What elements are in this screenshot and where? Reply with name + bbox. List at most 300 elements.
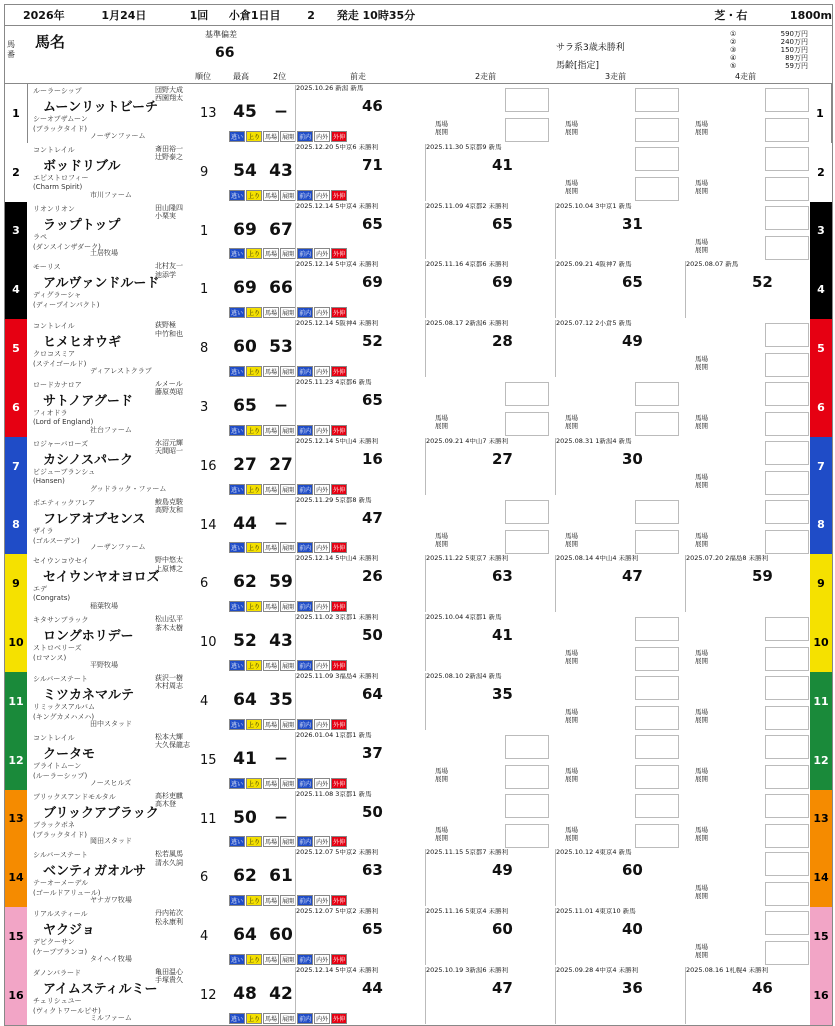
race-tag-t6: 内外: [314, 1013, 330, 1024]
prev-race-1: [295, 967, 424, 1024]
empty-prev: [565, 147, 677, 199]
race-tag-t3: 馬場: [263, 895, 279, 906]
label-baba: 馬場: [695, 825, 708, 834]
prev-race-2: [425, 203, 554, 260]
jockey-trainer: [155, 262, 197, 279]
dam-sire: (Charm Spirit): [33, 182, 83, 191]
rank: 6: [200, 870, 209, 886]
horse-row: [4, 496, 833, 556]
empty-prev: [565, 382, 677, 434]
prev-race-header: 2025.11.15 5京都7 未勝利: [426, 849, 509, 857]
empty-prev: [565, 617, 677, 669]
prize-rank: ①: [730, 30, 737, 38]
prize-item: [730, 38, 808, 46]
label-baba: 馬場: [435, 531, 448, 540]
trainer: 天間昭一: [155, 447, 183, 456]
race-tag-t3: 馬場: [263, 954, 279, 965]
prev-race-2: [425, 908, 554, 965]
label-baba: 馬場: [695, 178, 708, 187]
race-tag-t5: 前内: [297, 660, 313, 671]
rank: 14: [200, 517, 217, 533]
prev-race-3: [555, 555, 684, 612]
race-tag-t5: 前内: [297, 601, 313, 612]
dam-sire: (ダンスインザダーク): [33, 242, 101, 251]
horse-number: 12: [5, 731, 27, 790]
horse-number-right: 9: [810, 554, 832, 613]
best-score: 69: [233, 278, 257, 299]
race-tag-t4: 展開: [280, 425, 296, 436]
empty-prev: [695, 441, 807, 493]
horse-name: ヒメヒオウギ: [43, 335, 122, 351]
race-tag-t3: 馬場: [263, 248, 279, 259]
dam-name: [33, 173, 88, 191]
jockey: 高杉吏麒: [155, 791, 183, 800]
horse-number: 7: [5, 437, 27, 496]
empty-labels: [695, 532, 745, 552]
race-tag-t4: 展開: [280, 954, 296, 965]
race-tag-t6: 内外: [314, 366, 330, 377]
prize-item: [730, 46, 808, 54]
empty-box-bottom: [635, 765, 679, 789]
dam-sire: (ケープブランコ): [33, 948, 88, 957]
horse-number: 1: [5, 84, 28, 143]
trainer: 藤原英昭: [155, 388, 183, 397]
breeder: 岡田スタッド: [90, 837, 132, 846]
distance: 1800m: [789, 8, 832, 22]
empty-prev: [435, 500, 547, 552]
trainer: 清水久詞: [155, 858, 183, 867]
prev-race-header: 2025.08.10 2新潟4 新馬: [426, 673, 502, 680]
horse-number: 5: [5, 319, 27, 378]
label-baba: 馬場: [435, 414, 448, 422]
dam: ブラックボネ: [33, 820, 75, 829]
race-tag-t5: 前内: [297, 484, 313, 495]
empty-labels: [435, 767, 485, 787]
empty-labels: [695, 238, 745, 258]
empty-box-top: [635, 500, 679, 524]
prev-race-2: [425, 438, 554, 495]
sire-name: ロジャーバローズ: [33, 439, 89, 448]
prev-race-score: 49: [492, 861, 513, 880]
prev-race-score: 50: [362, 802, 383, 821]
dam-name: [33, 643, 82, 663]
prev-race-score: 44: [362, 979, 383, 997]
empty-labels: [695, 355, 745, 375]
horse-number: 16: [5, 966, 27, 1025]
prev-race-1: [295, 849, 424, 906]
jockey-trainer: [155, 439, 197, 456]
prev-race-3: [555, 261, 684, 318]
race-tag-t2: 上り: [246, 542, 262, 553]
race-tag-t2: 上り: [246, 954, 262, 965]
race-tag-t7: 外伸: [331, 542, 347, 553]
breeder: グッドラック・ファーム: [90, 484, 167, 493]
horse-row: [4, 437, 833, 497]
horse-number-right: 8: [810, 496, 832, 555]
horse-name: アルヴァンドルード: [43, 276, 160, 292]
horse-row: [4, 84, 833, 144]
second-score: 43: [269, 631, 293, 652]
label-tenkai: 展開: [435, 774, 448, 783]
race-tag-t4: 展開: [280, 895, 296, 906]
jockey: 荻沢一樹: [155, 674, 183, 682]
horse-row: [4, 143, 833, 203]
best-score: 27: [233, 454, 257, 475]
horse-name: ミツカネマルテ: [43, 688, 135, 703]
dam-name: [33, 702, 95, 722]
dam-sire: (ブラックタイド): [33, 125, 88, 133]
label-baba: 馬場: [695, 120, 708, 128]
prev-race-3: [555, 438, 684, 495]
race-tag-t1: 逃い: [229, 366, 245, 377]
race-tag-t7: 外伸: [331, 719, 347, 730]
breeder: ノースヒルズ: [90, 778, 132, 787]
label-tenkai: 展開: [695, 422, 708, 430]
jockey-trainer: [155, 850, 197, 867]
empty-labels: [695, 120, 745, 140]
second-label: 2位: [273, 72, 287, 81]
empty-labels: [565, 414, 615, 434]
empty-box-bottom: [635, 824, 679, 848]
empty-labels: [695, 414, 745, 434]
race-tag-t3: 馬場: [263, 836, 279, 847]
race-tag-t3: 馬場: [263, 366, 279, 377]
race-tag-t7: 外伸: [331, 307, 347, 318]
dam: エピストロフィー: [33, 173, 89, 182]
jockey-trainer: [155, 380, 197, 397]
prev-race-1: [295, 555, 424, 612]
race-tag-t6: 内外: [314, 190, 330, 201]
prize-item: [730, 54, 808, 62]
jockey-trainer: [155, 674, 197, 691]
prev-race-score: 27: [492, 449, 513, 468]
prev-race-4: [685, 967, 814, 1024]
prev-race-1: [295, 791, 424, 848]
horse-row: [4, 319, 833, 379]
race-tag-t4: 展開: [280, 719, 296, 730]
dam: シーオブザムーン: [33, 115, 88, 123]
prev-race-score: 49: [622, 332, 643, 351]
best-score: 65: [233, 396, 257, 416]
jockey-trainer: [155, 204, 197, 221]
prev-race-2: [425, 614, 554, 671]
surface: 芝・右: [714, 9, 748, 22]
race-tag-t4: 展開: [280, 248, 296, 259]
prize-rank: ④: [730, 54, 737, 62]
empty-box-bottom: [505, 824, 549, 848]
rank: 9: [200, 164, 209, 180]
prev-race-score: 16: [362, 449, 383, 468]
race-tag-t4: 展開: [280, 190, 296, 201]
prev-race-score: 50: [362, 626, 383, 645]
prev-race-score: 65: [362, 920, 383, 939]
jockey: 団野大成: [155, 86, 183, 94]
race-tag-t6: 内外: [314, 954, 330, 965]
empty-labels: [565, 179, 615, 199]
prev-race-3: [555, 203, 684, 260]
rank: 13: [200, 106, 217, 121]
empty-box-bottom: [635, 177, 679, 201]
jockey-trainer: [155, 909, 197, 926]
horse-row: [4, 731, 833, 791]
label-tenkai: 展開: [695, 951, 708, 960]
empty-prev: [695, 500, 807, 552]
dam: クロコスミア: [33, 350, 75, 359]
race-tag-t7: 外伸: [331, 131, 347, 142]
race-tag-t2: 上り: [246, 719, 262, 730]
horse-number-right: 12: [810, 731, 832, 790]
horse-name: ヤクジョ: [43, 923, 95, 939]
jockey-trainer: [155, 733, 197, 750]
second-score: 61: [269, 866, 293, 887]
race-tag-t6: 内外: [314, 542, 330, 553]
sire-name: ロードカナロア: [33, 381, 82, 389]
prev-race-score: 60: [622, 861, 643, 880]
sire-name: セイウンコウセイ: [33, 557, 89, 566]
date: 1月24日: [101, 9, 147, 22]
prev-race-header: 2025.10.19 3新潟6 未勝利: [426, 967, 509, 974]
label-tenkai: 展開: [565, 539, 578, 548]
race-tag-t5: 前内: [297, 307, 313, 318]
sire-name: ポエティックフレア: [33, 498, 96, 507]
race-tag-t3: 馬場: [263, 131, 279, 142]
prev-race-score: 63: [362, 861, 383, 880]
empty-box-top: [765, 206, 809, 230]
race-tag-t5: 前内: [297, 895, 313, 906]
race-tag-t5: 前内: [297, 425, 313, 436]
empty-prev: [695, 206, 807, 258]
label-tenkai: 展開: [695, 892, 708, 901]
jockey: 亀田温心: [155, 968, 183, 976]
horse-name: カシノスパーク: [43, 452, 133, 468]
order-label: 順位: [195, 72, 211, 81]
prev-race-score: 60: [492, 920, 513, 939]
race-tag-t5: 前内: [297, 719, 313, 730]
empty-labels: [565, 120, 615, 140]
empty-prev: [695, 382, 807, 434]
empty-prev: [435, 382, 547, 434]
prev-race-1: [295, 85, 424, 142]
sire-name: リオンリオン: [33, 204, 75, 213]
prev-race-1: [295, 438, 424, 495]
prev-race-3: [555, 908, 684, 965]
label-tenkai: 展開: [695, 716, 708, 724]
horse-name: フレアオブセンス: [43, 511, 146, 527]
second-score: 35: [269, 690, 293, 710]
trainer: 辻野泰之: [155, 153, 183, 162]
empty-box-bottom: [765, 765, 809, 789]
empty-labels: [565, 532, 615, 552]
empty-labels: [695, 649, 745, 669]
dam: ラペ: [33, 232, 47, 241]
race-tag-t4: 展開: [280, 836, 296, 847]
sire-name: ブリックスアンドモルタル: [33, 792, 116, 801]
prev-race-4: [685, 261, 814, 318]
empty-labels: [565, 826, 615, 846]
race-number: 2: [307, 8, 315, 22]
jockey-trainer: [155, 556, 197, 573]
prev-race-score: 65: [622, 273, 643, 292]
prev-race-score: 36: [622, 979, 643, 997]
base-label: 基準偏差: [205, 30, 237, 39]
empty-box-top: [635, 147, 679, 171]
jockey: 荻野極: [155, 321, 176, 330]
breeder: ノーザンファーム: [90, 543, 146, 552]
prev-race-header: 2025.07.12 2小倉5 新馬: [556, 320, 632, 328]
label-tenkai: 展開: [435, 422, 448, 430]
sire-name: コントレイル: [33, 322, 75, 331]
label-tenkai: 展開: [565, 657, 578, 666]
empty-box-bottom: [765, 824, 809, 848]
prev-race-score: 46: [362, 97, 383, 115]
column-header: [4, 25, 833, 84]
dam-sire: (ロマンス): [33, 654, 67, 663]
race-tag-t2: 上り: [246, 307, 262, 318]
race-tag-t3: 馬場: [263, 542, 279, 553]
label-tenkai: 展開: [565, 716, 578, 724]
dam: エデ: [33, 585, 47, 594]
num-label: 馬番: [7, 40, 15, 59]
empty-box-bottom: [635, 706, 679, 730]
horse-number-right: 5: [810, 319, 832, 378]
empty-box-top: [635, 735, 679, 759]
label-tenkai: 展開: [565, 833, 578, 842]
prev-race-score: 64: [362, 685, 383, 703]
label-tenkai: 展開: [435, 833, 448, 842]
empty-box-bottom: [765, 177, 809, 201]
empty-prev: [565, 735, 677, 787]
label-baba: 馬場: [565, 649, 578, 658]
race-tag-t1: 逃い: [229, 601, 245, 612]
prev-race-header: 2025.11.30 5京都9 新馬: [426, 143, 502, 151]
race-tag-t6: 内外: [314, 425, 330, 436]
empty-box-bottom: [765, 706, 809, 730]
horse-name: ボッドリブル: [43, 158, 121, 174]
prev2-label: 2走前: [475, 72, 497, 81]
prev-race-2: [425, 320, 554, 377]
empty-box-bottom: [765, 118, 809, 142]
breeder: 土居牧場: [90, 249, 118, 258]
prev-race-header: 2025.08.16 1札幌4 未勝利: [686, 967, 769, 974]
horse-row: [4, 790, 833, 850]
race-tag-t1: 逃い: [229, 425, 245, 436]
prev-race-score: 35: [492, 685, 513, 703]
best-score: 62: [233, 866, 257, 887]
race-header: [4, 4, 833, 26]
horse-row: [4, 907, 833, 967]
prev-race-header: 2025.09.21 4阪神7 新馬: [556, 261, 632, 269]
label-baba: 馬場: [695, 472, 708, 481]
dam: テーオーメーデル: [33, 879, 89, 888]
race-tag-t3: 馬場: [263, 190, 279, 201]
empty-prev: [695, 323, 807, 375]
sire-name: シルバーステート: [33, 851, 88, 860]
prev-race-header: 2025.11.23 4京都6 新馬: [296, 379, 372, 386]
jockey: 野中悠太: [155, 556, 183, 565]
sire-name: ダノンバラード: [33, 969, 82, 977]
jockey-trainer: [155, 145, 197, 162]
empty-labels: [435, 826, 485, 846]
prev-race-2: [425, 967, 554, 1024]
empty-box-bottom: [505, 118, 549, 142]
breeder: 市川ファーム: [90, 190, 132, 199]
trainer: 高野友和: [155, 506, 183, 514]
empty-box-top: [765, 147, 809, 171]
prize-amount: 89万円: [785, 54, 808, 62]
horse-row: [4, 554, 833, 614]
horse-row: [4, 848, 833, 908]
race-tag-t1: 逃い: [229, 895, 245, 906]
prev-race-score: 28: [492, 332, 513, 351]
race-tag-t2: 上り: [246, 366, 262, 377]
prev-race-1: [295, 144, 424, 201]
trainer: 上原博之: [155, 564, 183, 573]
prev-race-header: 2025.11.22 5東京7 未勝利: [426, 555, 509, 563]
second-score: −: [273, 807, 289, 828]
prev-race-header: 2025.09.21 4中山7 未勝利: [426, 437, 509, 445]
race-tag-t5: 前内: [297, 542, 313, 553]
horse-number: 4: [5, 260, 27, 319]
prev-race-header: 2025.10.04 3中京1 新馬: [556, 202, 632, 210]
label-baba: 馬場: [565, 178, 578, 187]
horse-name: セイウンヤオヨロズ: [43, 570, 160, 586]
best-score: 50: [233, 807, 257, 828]
rank: 16: [200, 458, 217, 474]
empty-box-top: [505, 735, 549, 759]
dam-name: [33, 526, 80, 546]
best-score: 62: [233, 572, 257, 593]
prev-race-header: 2025.10.12 4東京4 新馬: [556, 849, 632, 857]
empty-box-bottom: [505, 765, 549, 789]
best-score: 45: [233, 102, 257, 122]
empty-box-bottom: [635, 647, 679, 671]
empty-prev: [565, 88, 677, 140]
label-baba: 馬場: [695, 884, 708, 893]
prev-race-3: [555, 849, 684, 906]
race-tag-t1: 逃い: [229, 542, 245, 553]
rank: 10: [200, 635, 217, 651]
horse-row: [4, 260, 833, 320]
label-baba: 馬場: [695, 355, 708, 364]
prev-race-header: 2025.12.20 5中京6 未勝利: [296, 143, 379, 151]
empty-labels: [565, 767, 615, 787]
prev-race-header: 2025.11.16 4京都6 未勝利: [426, 261, 509, 269]
trainer: 中竹和也: [155, 329, 183, 338]
race-tag-t7: 外伸: [331, 954, 347, 965]
empty-prev: [565, 500, 677, 552]
prev-race-1: [295, 497, 424, 554]
prev-race-score: 65: [362, 214, 383, 233]
prev-race-header: 2025.11.16 5東京4 未勝利: [426, 908, 509, 916]
jockey: ルメール: [155, 380, 183, 388]
horse-number-right: 15: [810, 907, 832, 966]
dam-name: [33, 408, 93, 426]
second-score: −: [273, 748, 289, 769]
empty-prev: [695, 676, 807, 728]
race-tag-t5: 前内: [297, 954, 313, 965]
empty-prev: [695, 794, 807, 846]
sire-name: モーリス: [33, 263, 61, 272]
race-tag-t7: 外伸: [331, 778, 347, 789]
prize-amount: 59万円: [785, 62, 808, 70]
trainer: 大久保龍志: [155, 741, 190, 750]
dam-name: [33, 937, 87, 957]
label-tenkai: 展開: [565, 774, 578, 783]
prev-race-header: 2025.08.07 新馬: [686, 261, 739, 269]
sire-name: キタサンブラック: [33, 616, 89, 625]
race-tag-t1: 逃い: [229, 248, 245, 259]
empty-box-bottom: [765, 530, 809, 554]
